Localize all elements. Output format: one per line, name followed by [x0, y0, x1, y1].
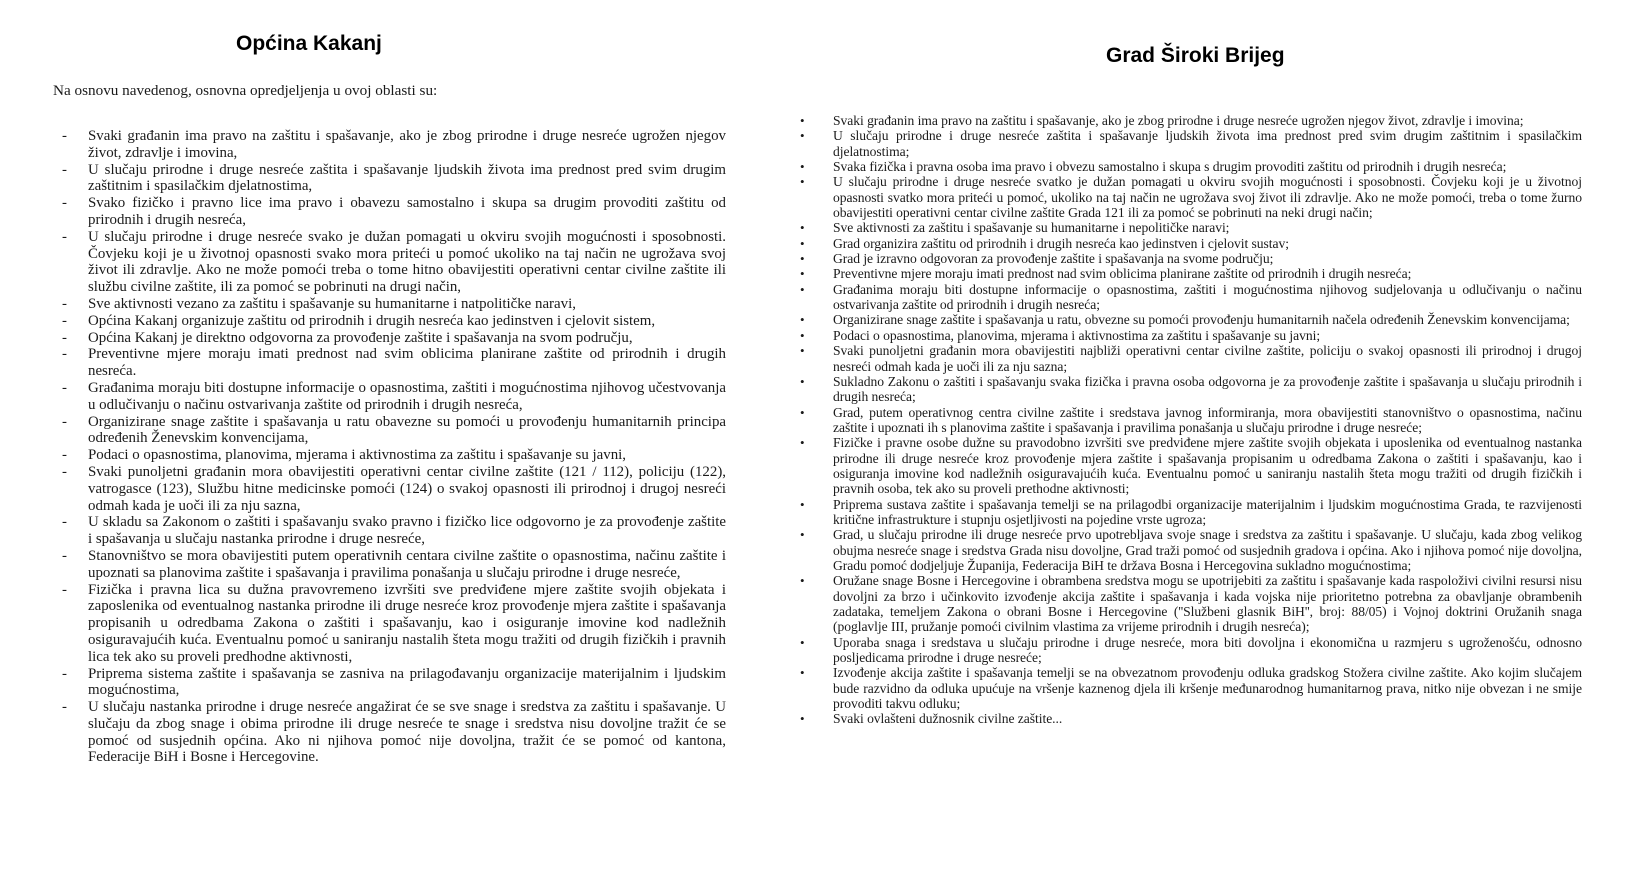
right-list-item [800, 220, 1582, 235]
right-list-marker: • [800, 373, 805, 389]
left-document-body [53, 82, 726, 810]
left-list-marker: - [62, 463, 67, 480]
left-list-item [53, 582, 726, 666]
left-list-item-text: Općina Kakanj je direktno odgovorna za provođenje zaštite i spašavanja na svom području, [88, 329, 633, 346]
left-list-marker: - [62, 379, 67, 396]
left-list-marker: - [62, 514, 67, 531]
left-list-marker: - [62, 161, 67, 178]
right-list-item [800, 113, 1582, 128]
right-list-item [800, 343, 1582, 374]
right-list-item-text: Organizirane snage zaštite i spašavanja u ratu, obvezne su pomoći provođenju humanitarnih načela određenih Ženevskim konvencijama; [833, 312, 1570, 328]
right-list-item [800, 312, 1582, 327]
right-list-marker: • [800, 634, 805, 650]
right-list-item [800, 266, 1582, 281]
left-intro: Na osnovu navedenog, osnovna opredjeljenja u ovoj oblasti su: [53, 82, 438, 99]
left-list-item-text: Svaki građanin ima pravo na zaštitu i spašavanje, ako je zbog prirodne i druge nesreće ugrožen njegov život, zdravlje i imovina, [88, 128, 726, 161]
right-list-item-text: Izvođenje akcija zaštite i spašavanja temelji se na obvezatnom provođenju odluka gradskog Stožera civilne zaštite. Ako kojim slučajem bude razvidno da odluka upućuje na vršenje kaznenog djela ili kršenje međunarodnog humanitarnog prava, nitko nije obvezan i ne smije provoditi takvu odluku; [833, 665, 1582, 712]
left-list-item [53, 666, 726, 700]
right-list-item [800, 573, 1582, 634]
right-list-item-text: Preventivne mjere moraju imati prednost nad svim oblicima planirane zaštite od prirodnih i drugih nesreća; [833, 266, 1412, 282]
left-list-marker: - [62, 195, 67, 212]
right-list-item-text: Svaki punoljetni građanin mora obavijestiti najbliži operativni centar civilne zaštite, policiju o svakoj opasnosti ili prirodnoj i drugoj nesreći odmah kada je uoči ili za nju sazna; [833, 343, 1582, 374]
left-list-marker: - [62, 228, 67, 245]
right-list-marker: • [800, 312, 805, 328]
left-list-item-text: Podaci o opasnostima, planovima, mjerama i aktivnostima za zaštitu i spašavanje su javni, [88, 447, 627, 464]
right-list-marker: • [800, 128, 805, 144]
left-list-item [53, 514, 726, 548]
left-list-item [53, 296, 726, 313]
left-list-marker: - [62, 447, 67, 464]
left-list-item [53, 414, 726, 448]
right-list-marker: • [800, 573, 805, 589]
left-list-item-text: Građanima moraju biti dostupne informacije o opasnostima, zaštiti i mogućnostima njihovog učestvovanja u odlučivanju o načinu ostvarivanja zaštite od prirodnih i drugih nesreća, [88, 379, 726, 413]
left-list-item-text: Svaki punoljetni građanin mora obavijestiti operativni centar civilne zaštite (121 / 112), policiju (122), vatrogasce (123), Službu hitne medicinske pomoći (124) o svakoj opasnosti ili prirodnoj i drugoj nesreći odmah kada je uoči ili za nju sazna, [88, 463, 726, 514]
right-list-item-text: Podaci o opasnostima, planovima, mjerama i aktivnostima za zaštitu i spašavanje su javni; [833, 327, 1321, 343]
left-list-item [53, 447, 726, 464]
left-list-item-text: U slučaju prirodne i druge nesreće zaštita i spašavanje ljudskih života ima prednost pred svim drugim zaštitnim i spasilačkim djelatnostima, [88, 161, 726, 195]
right-list-item-text: Oružane snage Bosne i Hercegovine i obrambena sredstva mogu se upotrijebiti za zaštitu i spašavanje kada raspoloživi civilni resursi nisu dovoljni za brzo i učinkovito izvođenje akcija zaštite i spašavanja i kada vojska nije prioritetno potrebna za obavljanje obrambenih zadataka, temeljem Zakona o obrani Bosne i Hercegovine (''Službeni glasnik BiH'', broj: 88/05) i Vojnoj doktrini Oružanih snaga (poglavlje III, pružanje pomoći civilnim vlastima za vrijeme prirodnih i drugih nesreća); [833, 573, 1582, 635]
right-list-item [800, 251, 1582, 266]
right-list-item [800, 405, 1582, 436]
left-list-item [53, 548, 726, 582]
right-scan-cutoff [800, 788, 1582, 800]
right-list-marker: • [800, 343, 805, 359]
left-list-item-text: Priprema sistema zaštite i spašavanja se zasniva na prilagođavanju organizacije materijalnim i ljudskim mogućnostima, [88, 665, 726, 699]
right-list-marker: • [800, 711, 805, 727]
right-list-marker: • [800, 665, 805, 681]
right-list-marker: • [800, 527, 805, 543]
right-list-item-text: Svaki ovlašteni dužnosnik civilne zaštite... [833, 711, 1063, 727]
left-list-item [53, 699, 726, 766]
left-principles-list [53, 128, 726, 766]
right-list-marker: • [800, 113, 805, 128]
right-list-item [800, 174, 1582, 220]
right-list-marker: • [800, 281, 805, 297]
left-list-marker: - [62, 295, 67, 312]
right-list-item-text: Grad je izravno odgovoran za provođenje zaštite i spašavanja na svome području; [833, 251, 1274, 267]
right-list-item-text: Svaka fizička i pravna osoba ima pravo i obvezu samostalno i skupa s drugim provoditi zaštitu od prirodnih i drugih nesreća; [833, 159, 1507, 175]
left-list-item-text: U slučaju nastanka prirodne i druge nesreće angažirat će se sve snage i sredstva za zaštitu i spašavanje. U slučaju da zbog snage i obima prirodne ili druge nesreće te snage i sredstva nisu dovoljne tražit će se pomoć od susjednih općina. Ako ni njihova pomoć nije dovoljna, tražit će se pomoć od kantona, Federacije BiH i Bosne i Hercegovine. [88, 699, 726, 766]
left-list-marker: - [62, 346, 67, 363]
left-list-item [53, 464, 726, 514]
left-list-marker: - [62, 665, 67, 682]
right-list-item-text: Fizičke i pravne osobe dužne su pravodobno izvršiti sve predviđene mjere zaštite svojih objekata i uposlenika od eventualnog nastanka prirodne ili druge nesreće kroz provođenje mjera zaštite i spašavanja propisanim u odredbama Zakona o zaštiti i spašavanju, kao i osiguranja imovine kod nadležnih osiguravajućih kuća. Eventualnu pomoć u saniranju nastalih šteta mogu tražiti od drugih fizičkih i pravnih osoba, tek ako su proveli prethodne aktivnosti; [833, 435, 1582, 497]
right-list-item [800, 497, 1582, 528]
right-list-item-text: Priprema sustava zaštite i spašavanja temelji se na prilagodbi organizacije materijalnim i ljudskim mogućnostima Grada, te razvijenosti kritične infrastrukture i stupnju osjetljivosti na pojedine vrste ugroza; [833, 496, 1582, 527]
left-list-item-text: Svako fizičko i pravno lice ima pravo i obavezu samostalno i skupa sa drugim provoditi zaštitu od prirodnih i drugih nesreća, [88, 195, 726, 228]
left-list-marker: - [62, 329, 67, 346]
right-list-item [800, 711, 1582, 726]
right-list-item-text: Uporaba snaga i sredstava u slučaju prirodne i druge nesreće, mora biti dovoljna i ekonomična u razmjeru s ugroženošću, odnosno posljedicama prirodne i druge nesreće; [833, 634, 1582, 666]
right-document-body [800, 113, 1582, 800]
right-list-marker: • [800, 220, 805, 236]
left-list-item-text: Stanovništvo se mora obavijestiti putem operativnih centara civilne zaštite o opasnostima, načinu zaštite i upoznati sa planovima zaštite i spašavanja i pravilima ponašanja u slučaju prirodne i druge nesreće, [88, 547, 726, 581]
left-list-item-text: Organizirane snage zaštite i spašavanja u ratu obavezne su pomoći u provođenju humanitarnih principa određenih Ženevskim konvencijama, [88, 413, 726, 447]
right-list-item-text: Građanima moraju biti dostupne informacije o opasnostima, zaštiti i mogućnostima njihovog sudjelovanja u odlučivanju o načinu ostvarivanja zaštite od prirodnih i drugih nesreća; [833, 281, 1582, 313]
right-list-marker: • [800, 435, 805, 451]
right-list-item-text: U slučaju prirodne i druge nesreće zaštita i spašavanje ljudskih života ima prednost pred svim drugim zaštitnim i spasilačkim djelatnostima; [833, 128, 1582, 159]
right-list-item [800, 328, 1582, 343]
right-list-marker: • [800, 174, 805, 190]
left-list-marker: - [62, 128, 67, 144]
left-list-marker: - [62, 312, 67, 329]
left-list-marker: - [62, 581, 67, 598]
right-list-item-text: Sve aktivnosti za zaštitu i spašavanje su humanitarne i nepolitičke naravi; [833, 220, 1230, 236]
left-list-item [53, 162, 726, 196]
left-list-item-text: Preventivne mjere moraju imati prednost nad svim oblicima planirane zaštite od prirodnih i drugih nesreća. [88, 346, 726, 380]
left-list-marker: - [62, 547, 67, 564]
right-list-item [800, 236, 1582, 251]
right-list-item-text: Sukladno Zakonu o zaštiti i spašavanju svaka fizička i pravna osoba odgovorna je za provođenje zaštite i spašavanja u slučaju prirodnih i drugih nesreća; [833, 373, 1582, 405]
right-list-item [800, 282, 1582, 313]
right-list-marker: • [800, 251, 805, 267]
left-list-marker: - [62, 413, 67, 430]
left-list-item-text: U slučaju prirodne i druge nesreće svako je dužan pomagati u okviru svojih mogućnosti i sposobnosti. Čovjeku koji je u životnoj opasnosti svako mora priteći u pomoć ukoliko na taj način ne ugrožava svoj život ili zdravlje. Ako ne može pomoći treba o tome hitno obavijestiti operativni centar civilne zaštite ili službu civilne zaštite, ili za pomoć se pobrinuti na drugi način, [88, 228, 726, 296]
right-list-item [800, 374, 1582, 405]
right-list-item-text: U slučaju prirodne i druge nesreće svatko je dužan pomagati u okviru svojih mogućnosti i sposobnosti. Čovjeku koji je u životnoj opasnosti svatko mora priteći u pomoć, ukoliko na taj način ne ugrožava svoj život ili zdravlje. Ako ne može pomoći, treba o tome žurno obavijestiti operativni centar civilne zaštite Grada 121 ili za pomoć se pobrinuti na neki drugi način; [833, 174, 1582, 221]
right-list-item [800, 159, 1582, 174]
left-list-item [53, 229, 726, 296]
right-list-marker: • [800, 235, 805, 251]
right-list-marker: • [800, 404, 805, 420]
left-list-item [53, 195, 726, 229]
left-list-item [53, 330, 726, 347]
right-list-marker: • [800, 266, 805, 282]
left-document-title: Općina Kakanj [236, 32, 382, 55]
right-list-item [800, 128, 1582, 159]
left-scan-cutoff [53, 798, 726, 810]
left-list-item [53, 128, 726, 162]
left-list-item-text: Fizička i pravna lica su dužna pravovremeno izvršiti sve predviđene mjere zaštite svojih objekata i zaposlenika od eventualnog nastanka prirodne ili druge nesreće kroz provođenje mjera zaštite i spašavanja propisanih u odredbama Zakona o zaštiti i spašavanju, kao i osiguranje imovine kod nadležnih osiguravajućih kuća. Eventualnu pomoć u saniranju nastalih šteta mogu tražiti od drugih fizičkih i pravnih lica tek ako su proveli predhodne aktivnosti, [88, 581, 726, 665]
right-list-item-text: Svaki građanin ima pravo na zaštitu i spašavanje, ako je zbog prirodne i druge nesreće ugrožen njegov život, zdravlje i imovina; [833, 113, 1524, 128]
right-document-title: Grad Široki Brijeg [1106, 44, 1285, 67]
left-list-item [53, 346, 726, 380]
right-list-marker: • [800, 159, 805, 175]
right-list-item [800, 435, 1582, 496]
right-list-marker: • [800, 327, 805, 343]
left-list-item-text: Sve aktivnosti vezano za zaštitu i spašavanje su humanitarne i natpolitičke naravi, [88, 295, 576, 312]
right-list-item [800, 665, 1582, 711]
left-list-item [53, 380, 726, 414]
left-list-item-text: Općina Kakanj organizuje zaštitu od prirodnih i drugih nesreća kao jedinstven i cjelovit sistem, [88, 312, 656, 329]
right-list-item-text: Grad, putem operativnog centra civilne zaštite i sredstava javnog informiranja, mora obavijestiti stanovništvo o opasnostima, načinu zaštite i upoznati ih s planovima zaštite i spašavanja i pravilima ponašanja u slučaju prirodne i druge nesreće; [833, 404, 1582, 435]
right-list-item-text: Grad, u slučaju prirodne ili druge nesreće prvo upotrebljava svoje snage i sredstva za zaštitu i spašavanje. U slučaju, kada zbog velikog obujma nesreće snage i sredstva Grada nisu dovoljne, Grad traži pomoć od susjednih gradova i općina. Ako i njihova pomoć nije dovoljna, Gradu pomoć dodjeljuje Županija, Federacija BiH te država Bosna i Hercegovina sukladno mogućnostima; [833, 527, 1582, 573]
left-list-item-text: U skladu sa Zakonom o zaštiti i spašavanju svako pravno i fizičko lice odgovorno je za provođenje zaštite i spašavanja u slučaju nastanka prirodne i druge nesreće, [88, 514, 726, 548]
right-list-item-text: Grad organizira zaštitu od prirodnih i drugih nesreća kao jedinstven i cjelovit sustav; [833, 235, 1289, 251]
left-list-marker: - [62, 699, 67, 716]
right-list-item [800, 527, 1582, 573]
right-principles-list [800, 113, 1582, 727]
left-list-item [53, 313, 726, 330]
right-list-marker: • [800, 496, 805, 512]
right-list-item [800, 635, 1582, 666]
